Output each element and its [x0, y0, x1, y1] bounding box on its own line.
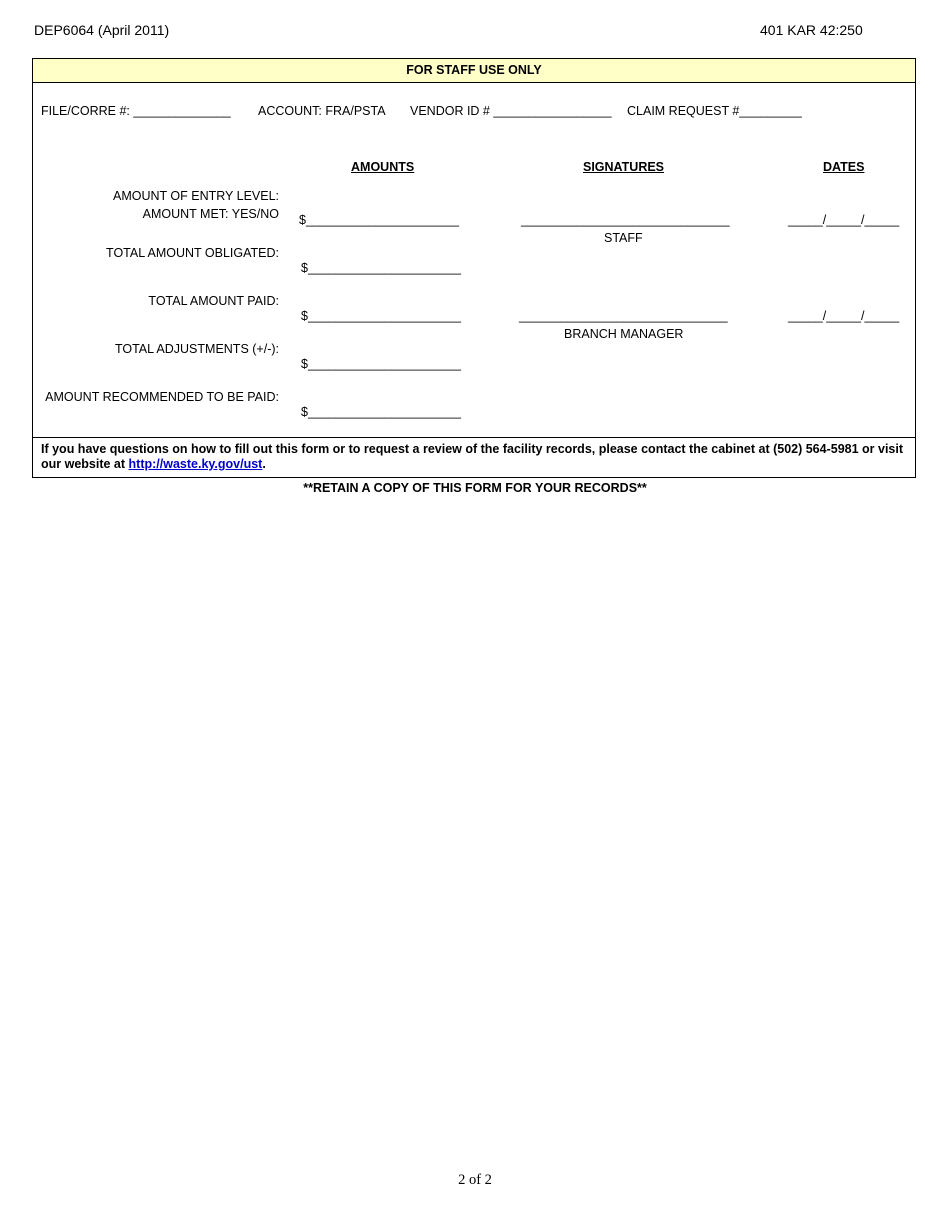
form-id: DEP6064 (April 2011) [34, 22, 170, 38]
recommended-input[interactable]: $______________________ [301, 405, 461, 419]
regulation-ref: 401 KAR 42:250 [760, 22, 863, 38]
staff-use-header: FOR STAFF USE ONLY [33, 59, 915, 83]
manager-signature-label: BRANCH MANAGER [564, 327, 684, 341]
signatures-heading: SIGNATURES [583, 160, 665, 174]
manager-signature-line[interactable]: ______________________________ [519, 309, 728, 323]
recommended-label: AMOUNT RECOMMENDED TO BE PAID: [45, 390, 279, 404]
contact-note [41, 442, 907, 472]
retain-copy-notice: **RETAIN A COPY OF THIS FORM FOR YOUR RECORDS** [303, 481, 647, 495]
vendor-id-field[interactable]: VENDOR ID # _________________ [410, 104, 612, 118]
total-obligated-label: TOTAL AMOUNT OBLIGATED: [106, 246, 279, 260]
staff-use-box [32, 58, 916, 478]
total-obligated-input[interactable]: $______________________ [301, 261, 461, 275]
staff-signature-label: STAFF [604, 231, 643, 245]
dates-heading: DATES [823, 160, 865, 174]
amount-met-label: AMOUNT MET: YES/NO [142, 207, 279, 221]
amounts-heading: AMOUNTS [351, 160, 415, 174]
account-label: ACCOUNT: FRA/PSTA [258, 104, 386, 118]
staff-date-field[interactable]: _____/_____/_____ [788, 213, 900, 227]
total-paid-input[interactable]: $______________________ [301, 309, 461, 323]
amount-met-input[interactable]: $______________________ [299, 213, 459, 227]
staff-signature-line[interactable]: ______________________________ [521, 213, 730, 227]
page-number: 2 of 2 [458, 1172, 492, 1188]
total-adjustments-label: TOTAL ADJUSTMENTS (+/-): [114, 342, 279, 356]
claim-request-field[interactable]: CLAIM REQUEST #_________ [627, 104, 802, 118]
file-corre-field[interactable]: FILE/CORRE #: ______________ [41, 104, 231, 118]
total-adjustments-input[interactable]: $______________________ [301, 357, 461, 371]
contact-note-text: If you have questions on how to fill out this form or to request a review of the facility records, please contact the cabinet at (502) 564-5981 or visit our website at [41, 442, 904, 471]
footer-divider [33, 437, 915, 438]
manager-date-field[interactable]: _____/_____/_____ [788, 309, 900, 323]
contact-note-period: . [262, 457, 266, 471]
website-link[interactable]: http://waste.ky.gov/ust [128, 457, 263, 471]
total-paid-label: TOTAL AMOUNT PAID: [148, 294, 279, 308]
entry-level-label: AMOUNT OF ENTRY LEVEL: [112, 189, 279, 203]
